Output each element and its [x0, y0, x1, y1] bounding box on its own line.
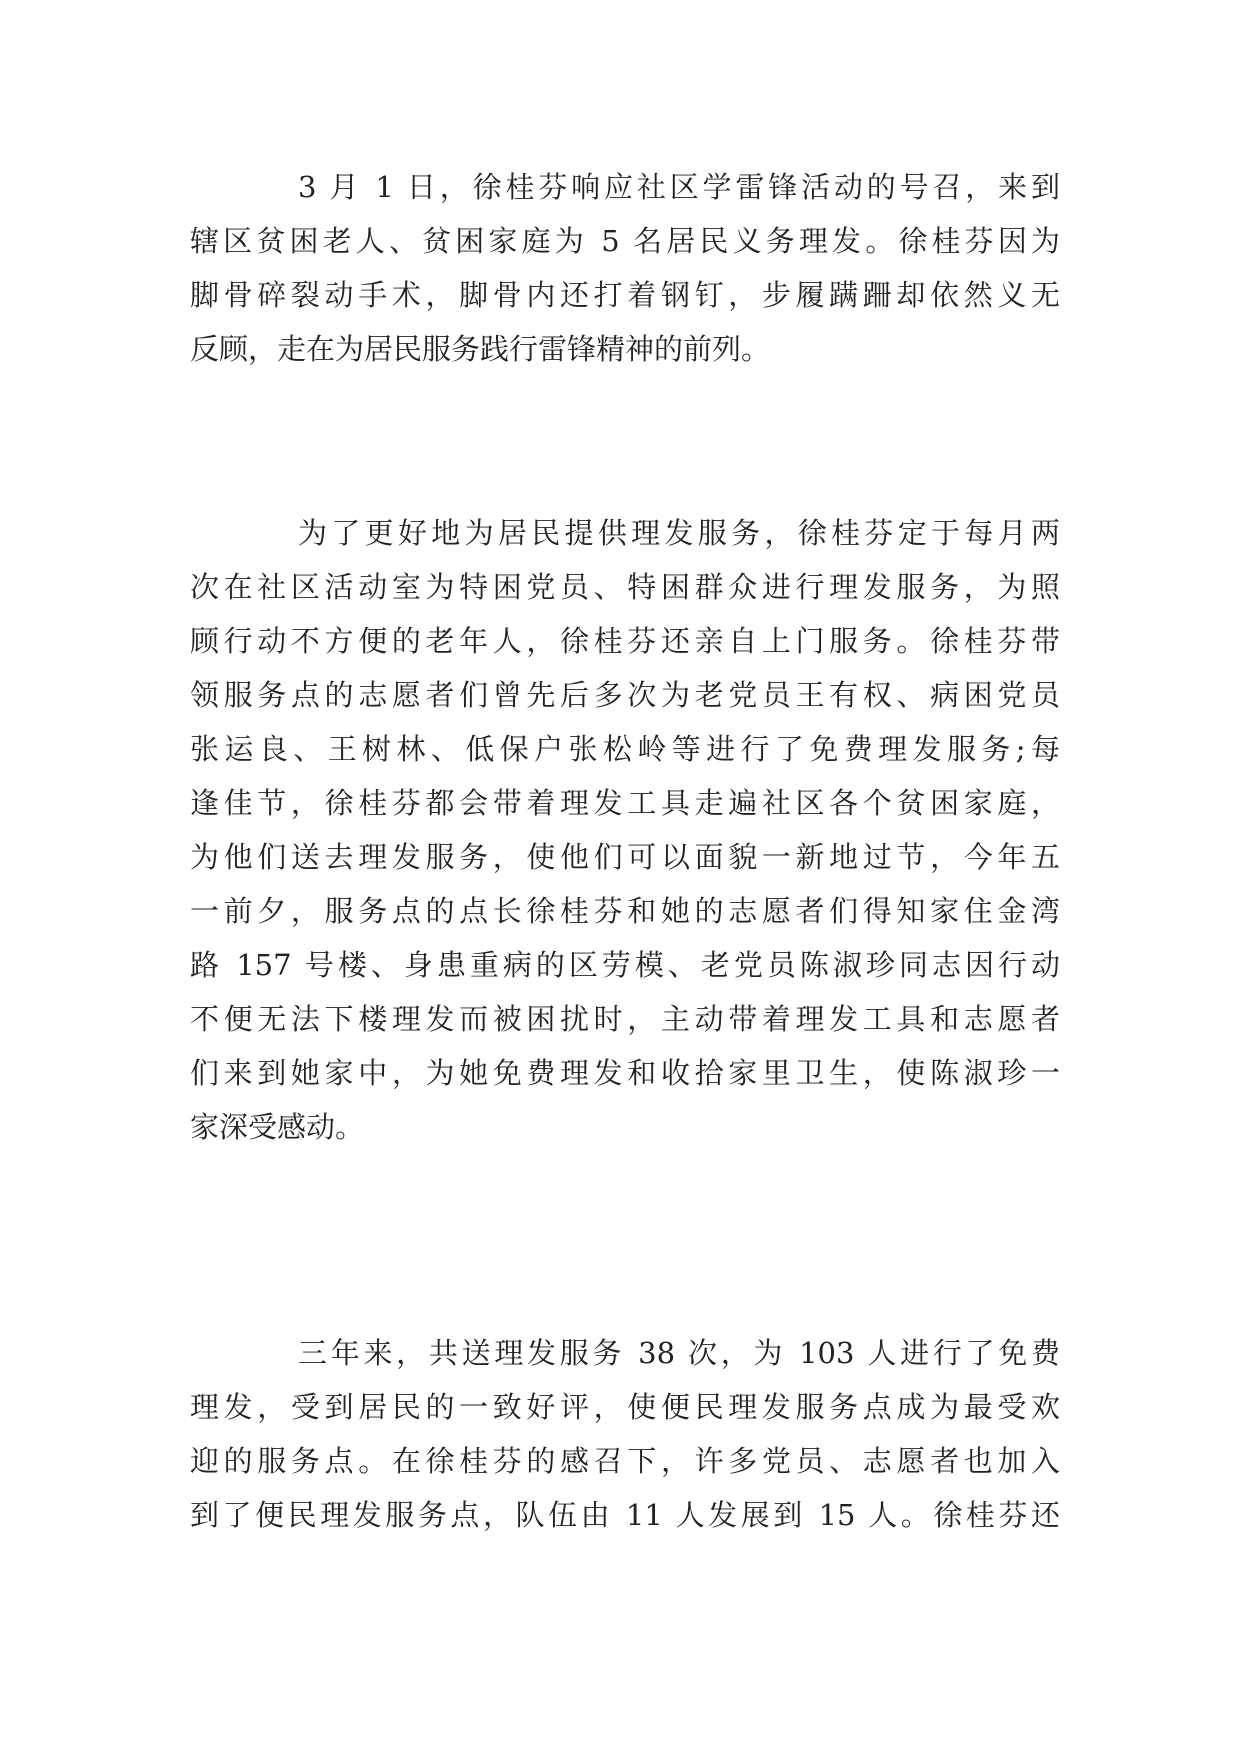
- text-line: 三年来，共送理发服务 38 次，为 103 人进行了免费: [298, 1336, 1060, 1370]
- text-line: 逢佳节，徐桂芬都会带着理发工具走遍社区各个贫困家庭，: [190, 786, 1060, 820]
- paragraph-volunteer-haircut: [190, 160, 1060, 376]
- text-line: 张运良、王树林、低保户张松岭等进行了免费理发服务;每: [190, 732, 1060, 766]
- text-line: 辖区贫困老人、贫困家庭为 5 名居民义务理发。徐桂芬因为: [190, 224, 1060, 258]
- text-line: 到了便民理发服务点，队伍由 11 人发展到 15 人。徐桂芬还: [190, 1498, 1060, 1532]
- text-line: 领服务点的志愿者们曾先后多次为老党员王有权、病困党员: [190, 678, 1060, 712]
- text-line: 们来到她家中，为她免费理发和收拾家里卫生，使陈淑珍一: [190, 1056, 1060, 1090]
- text-line: 次在社区活动室为特困党员、特困群众进行理发服务，为照: [190, 570, 1060, 604]
- paragraph-regular-service: [190, 506, 1060, 1154]
- text-line: 家深受感动。: [190, 1110, 365, 1144]
- text-line: 迎的服务点。在徐桂芬的感召下，许多党员、志愿者也加入: [190, 1444, 1060, 1478]
- text-line: 反顾，走在为居民服务践行雷锋精神的前列。: [190, 332, 771, 366]
- text-line: 不便无法下楼理发而被困扰时，主动带着理发工具和志愿者: [190, 1002, 1060, 1036]
- text-line: 一前夕，服务点的点长徐桂芬和她的志愿者们得知家住金湾: [190, 894, 1060, 928]
- text-line: 脚骨碎裂动手术，脚骨内还打着钢钉，步履蹒跚却依然义无: [190, 278, 1060, 312]
- paragraph-three-year-summary: [190, 1326, 1060, 1542]
- text-line: 为他们送去理发服务，使他们可以面貌一新地过节，今年五: [190, 840, 1060, 874]
- text-line: 理发，受到居民的一致好评，使便民理发服务点成为最受欢: [190, 1390, 1060, 1424]
- text-line: 为了更好地为居民提供理发服务，徐桂芬定于每月两: [298, 516, 1060, 550]
- text-line: 3 月 1 日，徐桂芬响应社区学雷锋活动的号召，来到: [298, 170, 1060, 204]
- text-line: 顾行动不方便的老年人，徐桂芬还亲自上门服务。徐桂芬带: [190, 624, 1060, 658]
- text-line: 路 157 号楼、身患重病的区劳模、老党员陈淑珍同志因行动: [190, 948, 1060, 982]
